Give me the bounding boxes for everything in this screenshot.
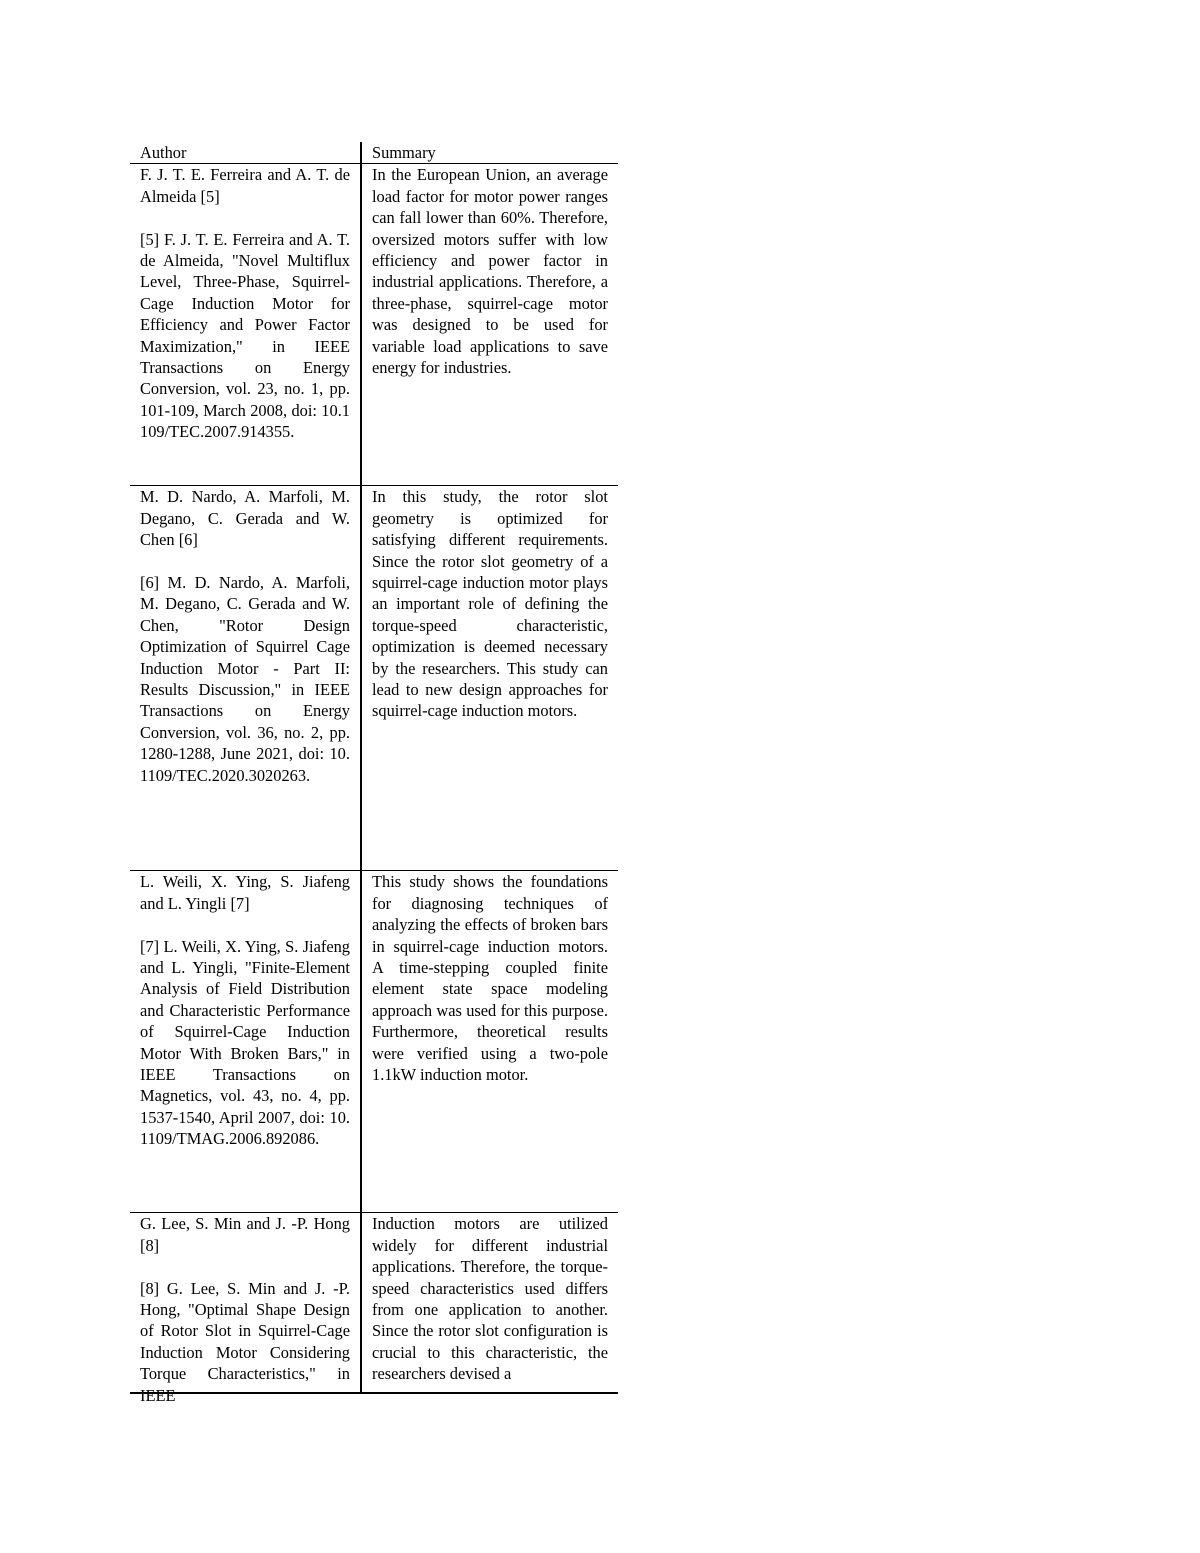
author-short-citation: G. Lee, S. Min and J. -P. Hong [8] xyxy=(140,1214,350,1255)
author-short-citation: F. J. T. E. Ferreira and A. T. de Almeida [5] xyxy=(140,165,350,206)
summary-cell-clip: Induction motors are utilized widely for different industrial applications. Therefore, the torque-speed characteristics used differs from one application to another. Since the rotor slot configuration is crucial to this characteristic, the researchers devised a xyxy=(372,1214,608,1384)
table-row xyxy=(130,164,618,486)
reference-text: [6] M. D. Nardo, A. Marfoli, M. Degano, C. Gerada and W. Chen, "Rotor Design Optimization of Squirrel Cage Induction Motor - Part II: Results Discussion," in IEEE Transactions on Energy Conversion, vol. 36, no. 2, pp. 1280-1288, June 2021, doi: xyxy=(140,573,350,764)
summary-cell: In this study, the rotor slot geometry is optimized for satisfying different requirements. Since the rotor slot geometry of a squirrel-cage induction motor plays an important role of defining the torque-speed characteristic, optimization is deemed necessary by the researchers. This study can lead to new design approaches for squirrel-cage induction motors. xyxy=(372,487,608,721)
table-row xyxy=(130,1213,618,1394)
summary-cell xyxy=(361,1213,618,1394)
full-reference xyxy=(140,229,350,443)
doi: 10.1109/TEC.2007.914355. xyxy=(140,400,350,442)
doi: 10.1109/TEC.2020.3020263. xyxy=(140,744,350,785)
header-row xyxy=(130,142,618,164)
reference-text: [8] G. Lee, S. Min and J. -P. Hong, "Optimal Shape Design of Rotor Slot in Squirrel-Cage Induction Motor Considering Torque Characteristics," in IEEE xyxy=(140,1278,350,1405)
author-short-citation: M. D. Nardo, A. Marfoli, M. Degano, C. Gerada and W. Chen [6] xyxy=(140,487,350,550)
author-cell xyxy=(130,871,361,1213)
table-header xyxy=(130,142,618,164)
summary-column-header: Summary xyxy=(372,143,436,162)
author-cell xyxy=(130,1213,361,1405)
doi: 10.1109/TMAG.2006.892086. xyxy=(140,1107,350,1149)
table-row xyxy=(130,486,618,871)
author-short-citation: L. Weili, X. Ying, S. Jiafeng and L. Yingli [7] xyxy=(140,872,350,913)
full-reference xyxy=(140,936,350,1150)
reference-text: [5] F. J. T. E. Ferreira and A. T. de Almeida, "Novel Multiflux Level, Three-Phase, Squirrel-Cage Induction Motor for Efficiency and Power Factor Maximization," in IEEE Transactions on Energy Conversion, vol. 23, no. 1, pp. 101-109, March 2008, doi: xyxy=(140,229,350,420)
author-cell-clip xyxy=(140,1213,350,1405)
table-body xyxy=(130,164,618,1405)
literature-review-table xyxy=(130,142,618,1405)
author-column-header: Author xyxy=(130,142,361,164)
table-row xyxy=(130,871,618,1213)
author-cell xyxy=(130,486,361,871)
summary-cell: In the European Union, an average load factor for motor power ranges can fall lower than 60%. Therefore, oversized motors suffer with low efficiency and power factor in industrial applications. Therefore, a three-phase, squirrel-cage motor was designed to be used for variable load applications to save energy for industries. xyxy=(372,165,608,378)
reference-text: [7] L. Weili, X. Ying, S. Jiafeng and L. Yingli, "Finite-Element Analysis of Field Distribution and Characteristic Performance of Squirrel-Cage Induction Motor With Broken Bars," in IEEE Transactions on Magnetics, vol. 43, no. 4, pp. 1537-1540, April 2007, doi: xyxy=(140,936,350,1127)
author-cell xyxy=(130,164,361,486)
full-reference xyxy=(140,572,350,786)
summary-cell: This study shows the foundations for diagnosing techniques of analyzing the effects of broken bars in squirrel-cage induction motors. A time-stepping coupled finite element state space modeling approach was used for this purpose. Furthermore, theoretical results were verified using a two-pole 1.1kW induction motor. xyxy=(372,872,608,1085)
full-reference xyxy=(140,1278,350,1406)
